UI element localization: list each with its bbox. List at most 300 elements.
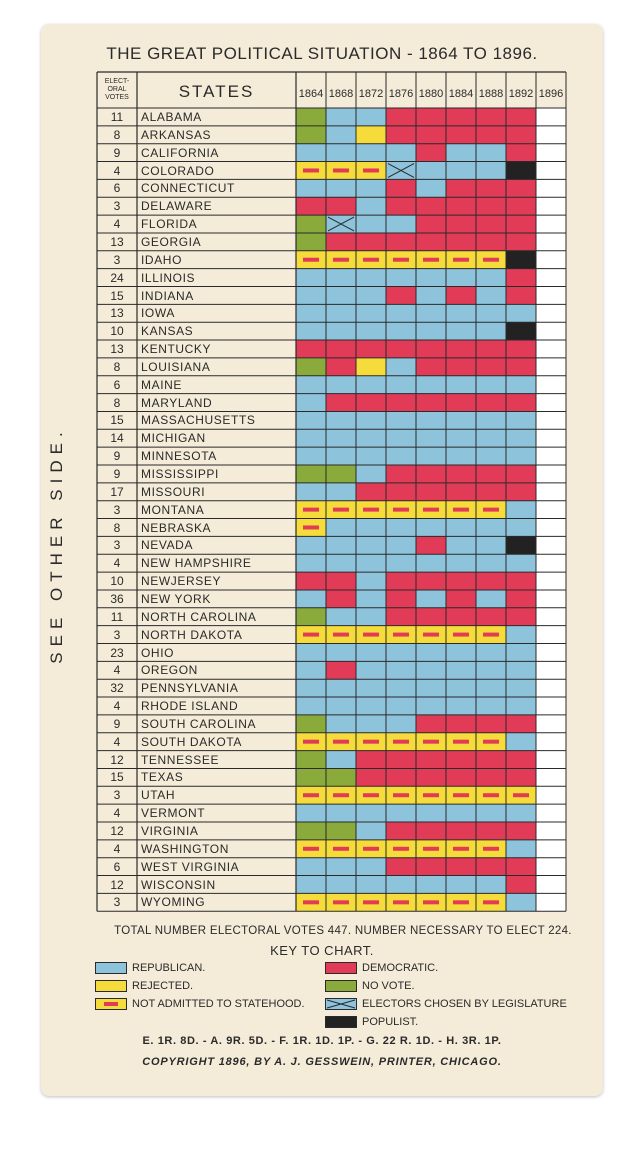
cell-r: [506, 519, 536, 537]
cell-r: [356, 697, 386, 715]
cell-r: [476, 447, 506, 465]
cell-d: [416, 465, 446, 483]
cell-d: [416, 108, 446, 126]
cell-r: [386, 554, 416, 572]
not-admitted-dash: [333, 793, 349, 797]
not-admitted-dash: [393, 258, 409, 262]
cell-d: [386, 465, 416, 483]
cell-d: [386, 287, 416, 305]
key-label-rejected: REJECTED.: [132, 980, 194, 992]
not-admitted-dash: [453, 633, 469, 637]
cell-r: [416, 179, 446, 197]
cell-r: [476, 536, 506, 554]
cell-d: [506, 108, 536, 126]
cell-w: [536, 715, 566, 733]
cell-r: [476, 304, 506, 322]
cell-r: [326, 751, 356, 769]
cell-r: [296, 447, 326, 465]
cell-r: [476, 590, 506, 608]
cell-r: [416, 679, 446, 697]
cell-d: [476, 179, 506, 197]
not-admitted-dash: [303, 525, 319, 529]
electoral-votes-cell: 9: [113, 467, 121, 481]
key-swatch-legislature: [325, 998, 357, 1010]
cell-d: [506, 858, 536, 876]
cell-w: [536, 840, 566, 858]
cell-n: [326, 465, 356, 483]
cell-d: [416, 822, 446, 840]
cell-d: [446, 126, 476, 144]
cell-r: [296, 536, 326, 554]
cell-r: [446, 679, 476, 697]
cell-w: [536, 679, 566, 697]
cell-r: [296, 144, 326, 162]
cell-w: [536, 215, 566, 233]
cell-d: [476, 465, 506, 483]
cell-d: [296, 197, 326, 215]
key-swatch-not-admitted: [95, 998, 127, 1010]
cell-r: [416, 411, 446, 429]
not-admitted-dash: [483, 258, 499, 262]
not-admitted-dash: [333, 258, 349, 262]
not-admitted-dash: [303, 508, 319, 512]
cell-d: [506, 465, 536, 483]
totals-line: TOTAL NUMBER ELECTORAL VOTES 447. NUMBER NECESSARY TO ELECT 224.: [114, 925, 572, 937]
cell-r: [386, 661, 416, 679]
not-admitted-dash: [303, 740, 319, 744]
key-item-not-admitted: [95, 996, 305, 1012]
state-name-cell: FLORIDA: [141, 217, 198, 232]
key-swatch-democratic: [325, 962, 357, 974]
key-label-legislature: ELECTORS CHOSEN BY LEGISLATURE: [362, 998, 567, 1010]
cell-r: [476, 804, 506, 822]
state-name-cell: IOWA: [141, 306, 175, 321]
state-name-cell: NEW YORK: [141, 591, 211, 606]
cell-d: [506, 483, 536, 501]
electoral-votes-cell: 13: [110, 342, 124, 357]
state-name-cell: OREGON: [141, 663, 198, 678]
cell-r: [386, 215, 416, 233]
cell-w: [536, 786, 566, 804]
cell-w: [536, 590, 566, 608]
cell-r: [326, 715, 356, 733]
cell-d: [506, 822, 536, 840]
cell-r: [296, 554, 326, 572]
key-item-no-vote: [325, 978, 415, 994]
electoral-votes-cell: 12: [110, 877, 124, 892]
state-name-cell: MONTANA: [141, 502, 205, 517]
cell-r: [416, 269, 446, 287]
cell-d: [386, 394, 416, 412]
cell-w: [536, 197, 566, 215]
cell-d: [476, 215, 506, 233]
state-name-cell: MISSOURI: [141, 484, 206, 499]
state-name-cell: CALIFORNIA: [141, 145, 220, 160]
cell-r: [506, 697, 536, 715]
cell-r: [296, 394, 326, 412]
not-admitted-dash: [453, 740, 469, 744]
electoral-votes-cell: 12: [110, 752, 124, 767]
cell-w: [536, 447, 566, 465]
cell-d: [326, 197, 356, 215]
electoral-votes-cell: 11: [110, 609, 124, 624]
not-admitted-dash: [363, 847, 379, 851]
cell-r: [356, 322, 386, 340]
cell-d: [506, 394, 536, 412]
cell-d: [476, 751, 506, 769]
cell-r: [506, 644, 536, 662]
state-name-cell: MISSISSIPPI: [141, 467, 219, 481]
electoral-votes-cell: 6: [113, 859, 121, 874]
cell-w: [536, 822, 566, 840]
state-name-cell: MARYLAND: [141, 395, 213, 410]
state-name-cell: NEVADA: [141, 538, 194, 553]
cell-j: [356, 126, 386, 144]
cell-r: [386, 644, 416, 662]
cell-d: [476, 358, 506, 376]
cell-w: [536, 322, 566, 340]
cell-d: [476, 608, 506, 626]
cell-d: [356, 394, 386, 412]
cell-w: [536, 751, 566, 769]
cell-d: [476, 233, 506, 251]
cell-r: [416, 162, 446, 180]
cell-r: [446, 269, 476, 287]
cell-w: [536, 893, 566, 911]
not-admitted-dash: [423, 900, 439, 904]
cell-r: [446, 447, 476, 465]
electoral-votes-cell: 13: [110, 234, 124, 249]
not-admitted-dash: [483, 740, 499, 744]
electoral-votes-cell: 12: [110, 824, 124, 838]
cell-r: [296, 590, 326, 608]
cell-d: [506, 144, 536, 162]
cell-w: [536, 876, 566, 894]
cell-r: [386, 715, 416, 733]
electoral-votes-cell: 9: [113, 145, 121, 160]
cell-r: [476, 554, 506, 572]
electoral-votes-cell: 36: [110, 591, 124, 606]
cell-d: [386, 197, 416, 215]
cell-r: [356, 572, 386, 590]
not-admitted-dash: [423, 740, 439, 744]
cell-d: [506, 269, 536, 287]
cell-r: [326, 179, 356, 197]
electoral-votes-cell: 13: [110, 306, 124, 321]
cell-n: [326, 822, 356, 840]
cell-w: [536, 536, 566, 554]
cell-r: [356, 608, 386, 626]
cell-d: [446, 572, 476, 590]
cell-d: [446, 233, 476, 251]
cell-r: [296, 304, 326, 322]
cell-r: [356, 590, 386, 608]
cell-d: [506, 715, 536, 733]
cell-d: [476, 822, 506, 840]
cell-d: [416, 144, 446, 162]
cell-w: [536, 733, 566, 751]
cell-r: [296, 661, 326, 679]
cell-d: [386, 233, 416, 251]
cell-r: [296, 858, 326, 876]
cell-d: [386, 590, 416, 608]
electoral-votes-cell: 3: [113, 895, 121, 910]
year-header-1876: 1876: [388, 88, 414, 100]
cell-r: [476, 679, 506, 697]
cell-d: [506, 876, 536, 894]
cell-d: [416, 197, 446, 215]
cell-d: [476, 197, 506, 215]
key-swatch-populist: [325, 1016, 357, 1028]
cell-r: [326, 304, 356, 322]
cell-r: [446, 162, 476, 180]
cell-r: [296, 876, 326, 894]
cell-r: [416, 322, 446, 340]
not-admitted-dash: [453, 793, 469, 797]
cell-w: [536, 233, 566, 251]
cell-r: [296, 697, 326, 715]
cell-r: [326, 411, 356, 429]
key-swatch-no-vote: [325, 980, 357, 992]
cell-r: [296, 411, 326, 429]
cell-r: [446, 697, 476, 715]
cell-r: [296, 179, 326, 197]
year-header-1868: 1868: [328, 88, 354, 100]
cell-d: [506, 608, 536, 626]
states-header: STATES: [178, 82, 255, 101]
cell-d: [386, 768, 416, 786]
cell-r: [296, 322, 326, 340]
cell-r: [356, 269, 386, 287]
cell-d: [446, 768, 476, 786]
cell-d: [326, 340, 356, 358]
electoral-votes-cell: 9: [113, 716, 121, 731]
cell-r: [326, 679, 356, 697]
cell-r: [476, 661, 506, 679]
cell-d: [446, 751, 476, 769]
electoral-votes-cell: 23: [110, 645, 124, 660]
cell-d: [416, 394, 446, 412]
cell-r: [416, 876, 446, 894]
key-title: KEY TO CHART.: [270, 943, 374, 958]
cell-d: [386, 108, 416, 126]
year-header-1864: 1864: [298, 88, 324, 100]
cell-d: [446, 340, 476, 358]
not-admitted-dash: [423, 508, 439, 512]
cell-d: [386, 572, 416, 590]
cell-r: [476, 322, 506, 340]
cell-d: [416, 340, 446, 358]
electoral-votes-cell: 3: [113, 627, 121, 642]
cell-d: [506, 358, 536, 376]
cell-w: [536, 697, 566, 715]
key-cross: [326, 999, 356, 1009]
cell-r: [326, 269, 356, 287]
cell-r: [326, 447, 356, 465]
key-item-rejected: [95, 978, 193, 994]
cell-d: [386, 858, 416, 876]
state-name-cell: GEORGIA: [141, 234, 202, 249]
cell-d: [506, 233, 536, 251]
cell-d: [356, 340, 386, 358]
not-admitted-dash: [393, 508, 409, 512]
cell-r: [386, 411, 416, 429]
cell-r: [386, 536, 416, 554]
state-name-cell: NEBRASKA: [141, 520, 212, 535]
cell-w: [536, 340, 566, 358]
not-admitted-dash: [363, 508, 379, 512]
electoral-votes-header: ELECT- ORAL VOTES: [104, 78, 130, 101]
cell-r: [476, 269, 506, 287]
state-name-cell: MICHIGAN: [141, 431, 206, 446]
cell-w: [536, 429, 566, 447]
electoral-votes-cell: 4: [113, 806, 121, 821]
key-item-populist: [325, 1014, 418, 1030]
not-admitted-dash: [483, 900, 499, 904]
not-admitted-dash: [453, 900, 469, 904]
cell-d: [416, 358, 446, 376]
key-item-legislature: [325, 996, 567, 1012]
cell-d: [416, 572, 446, 590]
electoral-votes-cell: 8: [113, 395, 121, 410]
cell-r: [416, 697, 446, 715]
cell-r: [326, 126, 356, 144]
state-name-cell: NORTH CAROLINA: [141, 609, 257, 624]
cell-r: [506, 501, 536, 519]
cell-r: [416, 304, 446, 322]
cell-w: [536, 179, 566, 197]
cell-w: [536, 287, 566, 305]
year-header-1880: 1880: [418, 88, 444, 100]
cell-d: [326, 661, 356, 679]
key-label-republican: REPUBLICAN.: [132, 962, 206, 974]
not-admitted-dash: [453, 508, 469, 512]
result-formula: E. 1R. 8D. - A. 9R. 5D. - F. 1R. 1D. 1P. - G. 22 R. 1D. - H. 3R. 1P.: [142, 1035, 502, 1047]
cell-d: [356, 483, 386, 501]
cell-r: [446, 661, 476, 679]
cell-d: [446, 197, 476, 215]
cell-r: [356, 287, 386, 305]
not-admitted-dash: [363, 633, 379, 637]
not-admitted-dash: [423, 258, 439, 262]
cell-d: [356, 233, 386, 251]
electoral-votes-cell: 3: [113, 502, 121, 517]
electoral-votes-cell: 6: [113, 377, 121, 392]
cell-p: [506, 162, 536, 180]
cell-r: [356, 715, 386, 733]
cell-d: [386, 822, 416, 840]
cell-d: [446, 215, 476, 233]
cell-r: [326, 322, 356, 340]
cell-d: [506, 197, 536, 215]
cell-r: [386, 269, 416, 287]
cell-n: [326, 768, 356, 786]
cell-r: [506, 447, 536, 465]
cell-r: [356, 876, 386, 894]
state-name-cell: WEST VIRGINIA: [141, 859, 240, 874]
cell-r: [356, 144, 386, 162]
state-name-cell: INDIANA: [141, 288, 194, 303]
cell-r: [416, 287, 446, 305]
cell-r: [356, 858, 386, 876]
state-name-cell: NEW HAMPSHIRE: [141, 556, 252, 571]
state-name-cell: LOUISIANA: [141, 359, 211, 374]
cell-d: [416, 858, 446, 876]
cell-r: [356, 804, 386, 822]
cell-r: [296, 376, 326, 394]
cell-d: [446, 394, 476, 412]
cell-w: [536, 804, 566, 822]
cell-r: [476, 644, 506, 662]
cell-p: [506, 536, 536, 554]
cell-d: [476, 126, 506, 144]
cell-r: [506, 733, 536, 751]
state-name-cell: PENNSYLVANIA: [141, 681, 239, 696]
electoral-votes-cell: 4: [113, 663, 121, 678]
cell-d: [506, 287, 536, 305]
state-name-cell: TEXAS: [141, 770, 184, 785]
electoral-votes-cell: 4: [113, 699, 121, 714]
key-item-democratic: [325, 960, 438, 976]
cell-n: [296, 751, 326, 769]
cell-r: [446, 876, 476, 894]
state-name-cell: IDAHO: [141, 252, 183, 267]
state-name-cell: WYOMING: [141, 895, 206, 910]
year-header-1884: 1884: [448, 88, 474, 100]
cell-r: [326, 144, 356, 162]
not-admitted-dash: [393, 740, 409, 744]
electoral-votes-cell: 8: [113, 520, 121, 535]
cell-w: [536, 108, 566, 126]
cell-n: [296, 108, 326, 126]
cell-r: [386, 358, 416, 376]
key-dash: [104, 1002, 118, 1006]
cell-r: [296, 804, 326, 822]
not-admitted-dash: [483, 847, 499, 851]
cell-r: [326, 554, 356, 572]
cell-r: [416, 661, 446, 679]
cell-r: [446, 644, 476, 662]
year-header-1892: 1892: [508, 88, 534, 100]
cell-r: [356, 304, 386, 322]
not-admitted-dash: [423, 847, 439, 851]
cell-r: [356, 679, 386, 697]
cell-r: [386, 876, 416, 894]
state-name-cell: VIRGINIA: [141, 824, 199, 838]
cell-n: [296, 715, 326, 733]
cell-r: [506, 893, 536, 911]
electoral-votes-cell: 3: [113, 538, 121, 553]
cell-d: [296, 572, 326, 590]
cell-r: [506, 804, 536, 822]
not-admitted-dash: [363, 258, 379, 262]
cell-r: [386, 519, 416, 537]
cell-r: [356, 179, 386, 197]
cell-d: [506, 751, 536, 769]
cell-r: [386, 376, 416, 394]
cell-n: [296, 126, 326, 144]
state-name-cell: COLORADO: [141, 163, 215, 178]
cell-r: [296, 429, 326, 447]
not-admitted-dash: [303, 633, 319, 637]
key-swatch-republican: [95, 962, 127, 974]
cell-r: [386, 304, 416, 322]
not-admitted-dash: [303, 168, 319, 172]
state-name-cell: SOUTH DAKOTA: [141, 734, 242, 749]
key-swatch-rejected: [95, 980, 127, 992]
state-name-cell: MAINE: [141, 377, 183, 392]
not-admitted-dash: [303, 847, 319, 851]
